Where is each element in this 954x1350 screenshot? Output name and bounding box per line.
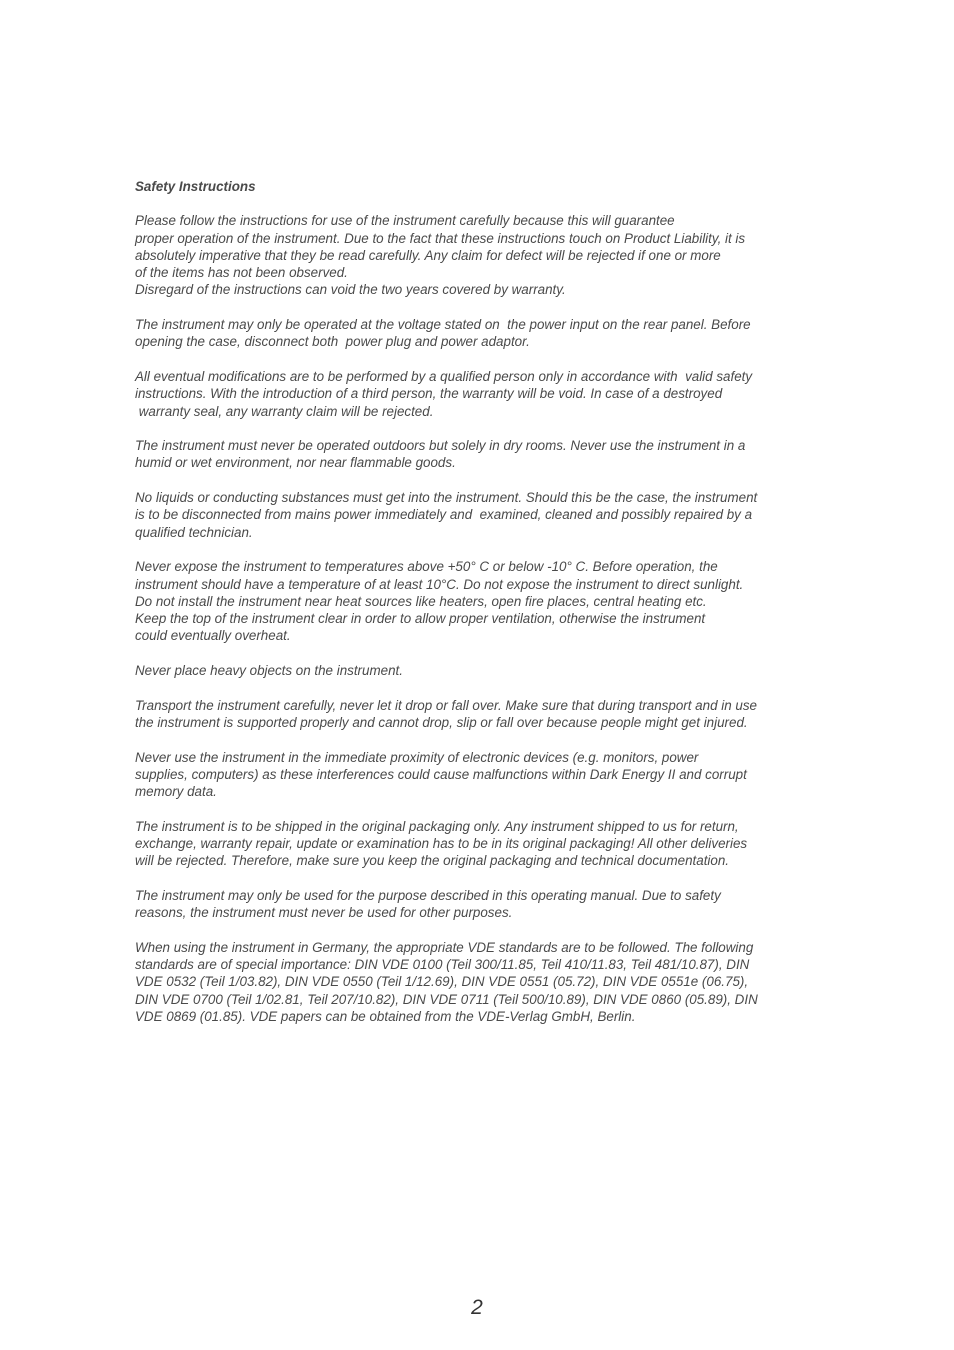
paragraph-line: Please follow the instructions for use of the instrument carefully because this will guarantee (135, 213, 675, 229)
paragraph-list (135, 212, 815, 1025)
paragraph (135, 212, 815, 298)
paragraph-line: warranty seal, any warranty claim will be rejected. (135, 403, 434, 419)
paragraph-line: The instrument must never be operated outdoors but solely in dry rooms. Never use the instrument in a (135, 438, 746, 454)
paragraph (135, 697, 815, 732)
paragraph-line: opening the case, disconnect both power plug and power adaptor. (135, 334, 530, 350)
paragraph-line: exchange, warranty repair, update or examination has to be in its original packaging! All other deliveries (135, 835, 748, 851)
paragraph-line: Transport the instrument carefully, never let it drop or fall over. Make sure that during transport and in use (135, 697, 757, 713)
paragraph-line: Do not install the instrument near heat sources like heaters, open fire places, central heating etc. (135, 593, 707, 609)
paragraph-line: standards are of special importance: DIN VDE 0100 (Teil 300/11.85, Teil 410/11.83, Teil 481/10.87), DIN (135, 957, 750, 973)
paragraph-line: VDE 0532 (Teil 1/03.82), DIN VDE 0550 (Teil 1/12.69), DIN VDE 0551 (05.72), DIN VDE 0551e (06.75), (135, 974, 749, 990)
paragraph-line: The instrument may only be operated at the voltage stated on the power input on the rear panel. Before (135, 317, 751, 333)
safety-instructions-section (135, 178, 815, 1043)
paragraph-line: reasons, the instrument must never be used for other purposes. (135, 905, 513, 921)
paragraph-line: All eventual modifications are to be performed by a qualified person only in accordance with valid safety (135, 368, 753, 384)
paragraph-line: Never expose the instrument to temperatures above +50° C or below -10° C. Before operation, the (135, 559, 718, 575)
paragraph-line: Disregard of the instructions can void the two years covered by warranty. (135, 282, 566, 298)
paragraph-line: absolutely imperative that they be read carefully. Any claim for defect will be rejected if one or more (135, 247, 721, 263)
page-number: 2 (471, 1296, 483, 1319)
paragraph-line: DIN VDE 0700 (Teil 1/02.81, Teil 207/10.82), DIN VDE 0711 (Teil 500/10.89), DIN VDE 0860 (05.89), DIN (135, 991, 758, 1007)
paragraph-line: VDE 0869 (01.85). VDE papers can be obtained from the VDE-Verlag GmbH, Berlin. (135, 1008, 636, 1024)
paragraph-line: supplies, computers) as these interferences could cause malfunctions within Dark Energy II and corrupt (135, 766, 747, 782)
paragraph-line: memory data. (135, 784, 217, 800)
paragraph (135, 437, 815, 472)
paragraph-line: instructions. With the introduction of a third person, the warranty will be void. In case of a destroyed (135, 386, 723, 402)
paragraph (135, 887, 815, 922)
paragraph-line: No liquids or conducting substances must get into the instrument. Should this be the case, the instrument (135, 490, 758, 506)
paragraph-line: humid or wet environment, nor near flammable goods. (135, 455, 456, 471)
paragraph-line: Never use the instrument in the immediate proximity of electronic devices (e.g. monitors, power (135, 749, 699, 765)
paragraph-line: could eventually overheat. (135, 628, 291, 644)
paragraph (135, 558, 815, 644)
paragraph-line: qualified technician. (135, 524, 253, 540)
paragraph (135, 939, 815, 1025)
paragraph-line: will be rejected. Therefore, make sure you keep the original packaging and technical documentation. (135, 853, 730, 869)
paragraph-line: is to be disconnected from mains power immediately and examined, cleaned and possibly repaired by a (135, 507, 753, 523)
paragraph (135, 749, 815, 801)
paragraph-line: Keep the top of the instrument clear in order to allow proper ventilation, otherwise the instrument (135, 611, 706, 627)
paragraph-line: of the items has not been observed. (135, 265, 348, 281)
paragraph-line: The instrument may only be used for the purpose described in this operating manual. Due to safety (135, 887, 721, 903)
paragraph-line: The instrument is to be shipped in the original packaging only. Any instrument shipped to us for return, (135, 818, 739, 834)
paragraph-line: proper operation of the instrument. Due to the fact that these instructions touch on Product Liability, it is (135, 230, 746, 246)
paragraph (135, 316, 815, 351)
paragraph-line: the instrument is supported properly and cannot drop, slip or fall over because people might get injured. (135, 714, 748, 730)
paragraph (135, 818, 815, 870)
paragraph (135, 489, 815, 541)
section-heading: Safety Instructions (135, 179, 256, 194)
paragraph-line: When using the instrument in Germany, the appropriate VDE standards are to be followed. The following (135, 939, 754, 955)
paragraph (135, 368, 815, 420)
paragraph (135, 662, 815, 679)
paragraph-line: Never place heavy objects on the instrument. (135, 663, 403, 679)
paragraph-line: instrument should have a temperature of at least 10°C. Do not expose the instrument to direct sunlight. (135, 576, 744, 592)
